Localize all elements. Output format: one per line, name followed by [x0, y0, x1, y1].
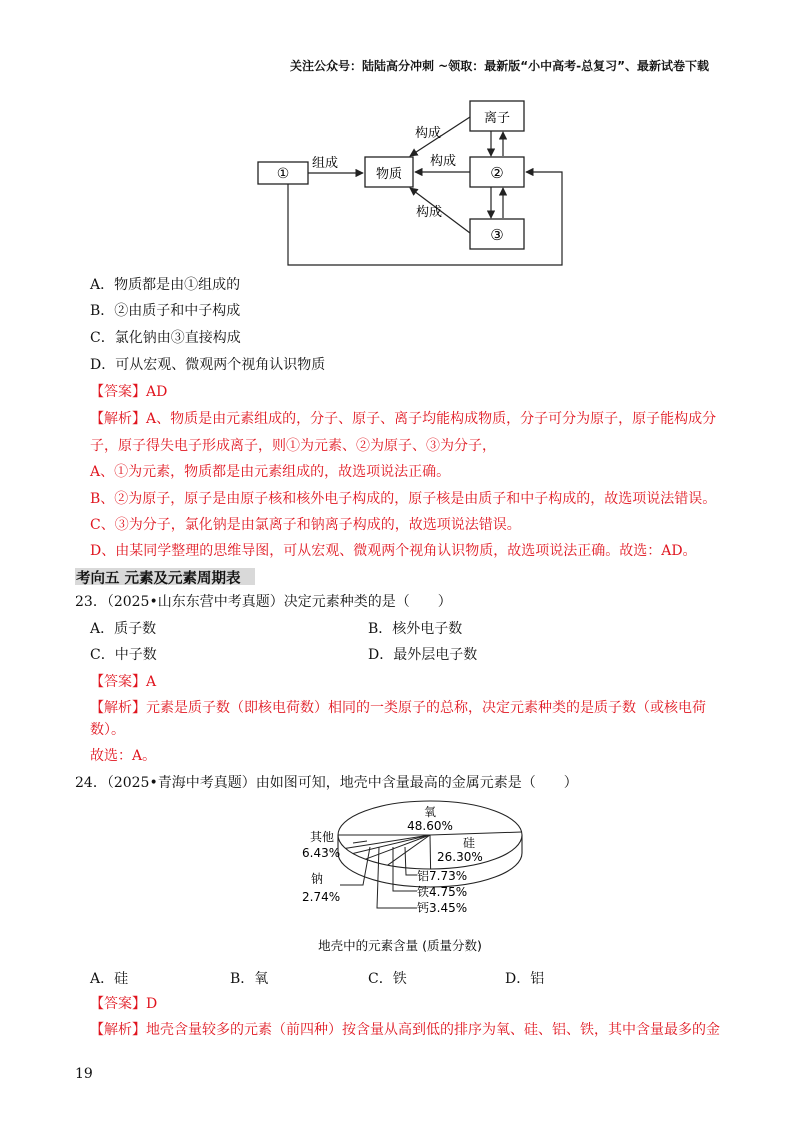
q22-option-a: A．物质都是由①组成的 — [90, 277, 241, 293]
q22-option-c: C．氯化钠由③直接构成 — [90, 330, 241, 346]
slice-label-sodium-name: 钠 — [311, 872, 324, 886]
page-number: 19 — [75, 1066, 93, 1082]
q22-analysis-line-6: D、由某同学整理的思维导图，可从宏观、微观两个视角认识物质，故选项说法正确。故选：AD。 — [90, 543, 697, 559]
q23-answer: 【答案】A — [90, 674, 157, 690]
section-title: 考向五 元素及元素周期表 — [76, 571, 241, 587]
q23-analysis-line-3: 故选：A。 — [90, 748, 157, 764]
slice-label-oxygen-name: 氧 — [423, 805, 437, 819]
slice-label-silicon-name: 硅 — [463, 836, 476, 850]
q23-analysis-line-1: 【解析】元素是质子数（即核电荷数）相同的一类原子的总称，决定元素种类的是质子数（或核电荷 — [90, 700, 706, 716]
q22-analysis-line-1: 【解析】A、物质是由元素组成的，分子、原子、离子均能构成物质，分子可分为原子，原子能构成分 — [90, 411, 717, 427]
q24-option-b: B．氧 — [230, 971, 269, 987]
box-ion-label: 离子 — [483, 111, 511, 126]
slice-label-calcium: 钙3.45% — [417, 901, 468, 915]
q23-option-c: C．中子数 — [90, 647, 157, 663]
q22-option-b: B．②由质子和中子构成 — [90, 303, 241, 319]
slice-label-silicon-value: 26.30% — [437, 850, 483, 864]
q24-option-a: A．硅 — [90, 971, 129, 987]
q23-option-b: B．核外电子数 — [368, 621, 463, 637]
slice-label-oxygen-value: 48.60% — [407, 819, 453, 833]
slice-label-other-name: 其他 — [310, 830, 335, 844]
page-header: 关注公众号：陆陆高分冲刺 ~领取：最新版“小中高考-总复习”、最新试卷下载 — [290, 59, 709, 73]
slice-label-iron: 铁4.75% — [417, 885, 468, 899]
q22-option-d: D．可从宏观、微观两个视角认识物质 — [90, 357, 326, 373]
q23-option-a: A．质子数 — [90, 621, 157, 637]
q24-option-d: D．铝 — [505, 971, 545, 987]
q24-answer: 【答案】D — [90, 996, 158, 1012]
label-goucheng-bottom: 构成 — [416, 205, 443, 220]
slice-label-aluminum: 铝7.73% — [417, 869, 468, 883]
q23-analysis-line-2: 数）。 — [90, 722, 125, 738]
q22-analysis-line-3: A、①为元素，物质都是由元素组成的，故选项说法正确。 — [90, 464, 451, 480]
q23-stem: 23．（2025•山东东营中考真题）决定元素种类的是（ ） — [75, 594, 452, 610]
label-zucheng: 组成 — [312, 156, 339, 171]
box-3-label: ③ — [490, 226, 504, 244]
q22-analysis-line-5: C、③为分子，氯化钠是由氯离子和钠离子构成的，故选项说法错误。 — [90, 517, 521, 533]
box-1-label: ① — [276, 166, 290, 182]
q22-analysis-line-2: 子，原子得失电子形成离子，则①为元素、②为原子、③为分子， — [90, 438, 496, 454]
box-2-label: ② — [490, 164, 504, 182]
q24-analysis-line-1: 【解析】地壳含量较多的元素（前四种）按含量从高到低的排序为氧、硅、铝、铁，其中含量最多的金 — [90, 1022, 720, 1038]
concept-diagram — [250, 95, 570, 270]
box-matter-label: 物质 — [375, 167, 403, 182]
q24-stem: 24．（2025•青海中考真题）由如图可知，地壳中含量最高的金属元素是（ ） — [75, 775, 578, 791]
chart-title: 地壳中的元素含量 (质量分数) — [318, 938, 482, 953]
pie-chart — [285, 795, 525, 960]
q23-option-d: D．最外层电子数 — [368, 647, 478, 663]
q22-answer: 【答案】AD — [90, 384, 168, 400]
label-goucheng-top: 构成 — [415, 126, 442, 141]
slice-label-other-value: 6.43% — [302, 846, 341, 860]
pie-slice-boundary-silicon — [430, 835, 431, 869]
slice-label-sodium-value: 2.74% — [302, 890, 341, 904]
q24-option-c: C．铁 — [368, 971, 407, 987]
q22-analysis-line-4: B、②为原子，原子是由原子核和核外电子构成的，原子核是由质子和中子构成的，故选项说法错误。 — [90, 491, 717, 507]
label-goucheng-mid: 构成 — [430, 154, 457, 169]
